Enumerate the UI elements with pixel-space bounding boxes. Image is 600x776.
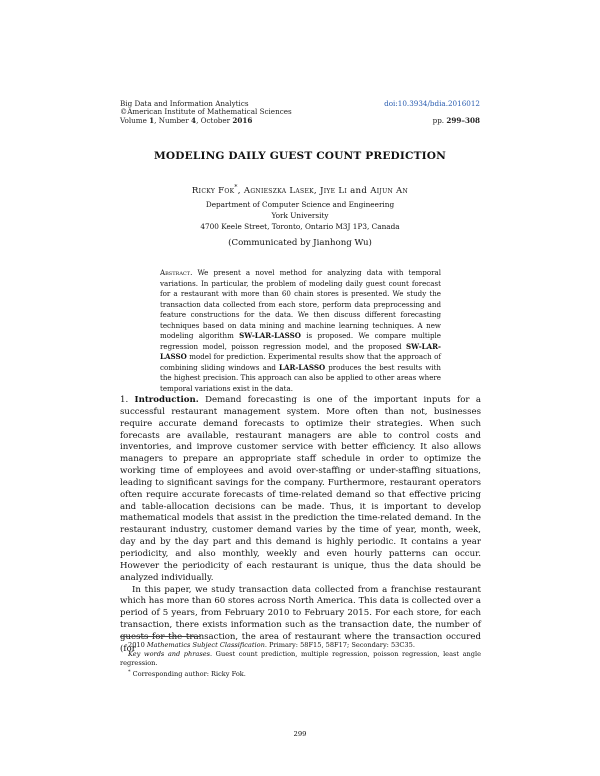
issue-number: 4 xyxy=(191,115,197,125)
affiliation-department: Department of Computer Science and Engineering xyxy=(205,200,395,209)
volume-number: 1 xyxy=(149,115,155,125)
msc-footnote: 2010 Mathematics Subject Classification. Primary: 58F15, 58F17; Secondary: 53C35. xyxy=(128,641,415,649)
footnotes xyxy=(120,641,481,680)
section-introduction xyxy=(120,395,481,656)
abstract-label: Abstract. xyxy=(160,268,193,277)
author-list: Ricky Fok*, Agnieszka Lasek, Jiye Li and Aijun An xyxy=(191,184,409,196)
author-2: Agnieszka Lasek xyxy=(243,185,314,196)
footnote-rule xyxy=(120,636,200,637)
affiliation xyxy=(0,200,600,232)
author-1: Ricky Fok xyxy=(191,185,235,196)
abstract: Abstract. We present a novel method for analyzing data with temporal variations. In particular, the problem of modeling daily guest count forecast for a restaurant with more than 60 chain stores is presented. We study the transaction data collected from each store, perform data preprocessing and feature constructions for the data. We then discuss different forecasting techniques based on data mining and machine learning techniques. A new modeling algorithm SW-LAR-LASSO is proposed. We compare multiple regression model, poisson regression model, and the proposed SW-LAR-LASSO model for prediction. Experimental results show that the approach of combining sliding windows and LAR-LASSO produces the best results with the highest precision. This approach can also be applied to other areas where temporal variations exist in the data. xyxy=(160,268,442,394)
method-name: SW-LAR-LASSO xyxy=(239,331,301,341)
affiliation-university: York University xyxy=(271,210,329,220)
page-range: pp. 299–308 xyxy=(432,115,480,125)
running-header-left xyxy=(120,100,292,125)
paper-title: MODELING DAILY GUEST COUNT PREDICTION xyxy=(154,150,446,162)
corresponding-footnote: * Corresponding author: Ricky Fok. xyxy=(128,669,246,679)
doi-link[interactable]: doi:10.3934/bdia.2016012 xyxy=(384,99,480,108)
corresponding-mark: * xyxy=(234,184,238,191)
author-4: Aijun An xyxy=(370,185,409,196)
communicated-by: (Communicated by Jianhong Wu) xyxy=(228,238,372,248)
author-3: Jiye Li xyxy=(320,185,348,196)
method-name: SW-LAR-LASSO xyxy=(160,341,441,362)
affiliation-address: 4700 Keele Street, Toronto, Ontario M3J 1P3, Canada xyxy=(200,221,400,231)
running-header-right xyxy=(384,100,480,125)
keywords-footnote: Key words and phrases. Guest count prediction, multiple regression, poisson regression, least angle regression. xyxy=(120,650,482,668)
intro-paragraph-1: 1. Introduction. Demand forecasting is one of the important inputs for a successful restaurant management system. More often than not, businesses require accurate demand forecasts to optimize their strategies. When such forecasts are available, restaurant managers are able to control costs and inventories, and improve customer service with better efficiency. It also allows managers to prepare an appropriate staff schedule in order to optimize the working time of employees and avoid over-staffing or under-staffing situations, leading to significant savings for the company. Furthermore, restaurant operators often require accurate forecasts of time-related demand so that effective pricing and table-allocation decisions can be made. Thus, it is important to develop mathematical models that assist in the prediction the time-related demand. In the restaurant industry, customer demand varies by the time of year, month, week, day and by the day part and this demand is highly periodic. It contains a year periodicity, and also monthly, weekly and even hourly patterns can occur. However the periodicity of each restaurant is unique, thus the data should be analyzed individually. xyxy=(120,395,481,583)
copyright-line: ©American Institute of Mathematical Sciences xyxy=(120,107,292,117)
volume-line: Volume 1, Number 4, October 2016 xyxy=(120,115,253,125)
issue-year: 2016 xyxy=(232,115,253,125)
page-number: 299 xyxy=(293,730,307,738)
intro-paragraph-2: In this paper, we study transaction data collected from a franchise restaurant which has more than 60 stores across North America. This data is collected over a period of 5 years, from February 2010 to February 2015. For each store, for each transaction, there exists information such as the transaction date, the number of guests for the transaction, the area of restaurant where the transaction occured (for xyxy=(120,584,481,654)
journal-name: Big Data and Information Analytics xyxy=(120,99,249,108)
method-name: LAR-LASSO xyxy=(279,362,326,372)
section-heading: Introduction. xyxy=(134,395,199,405)
